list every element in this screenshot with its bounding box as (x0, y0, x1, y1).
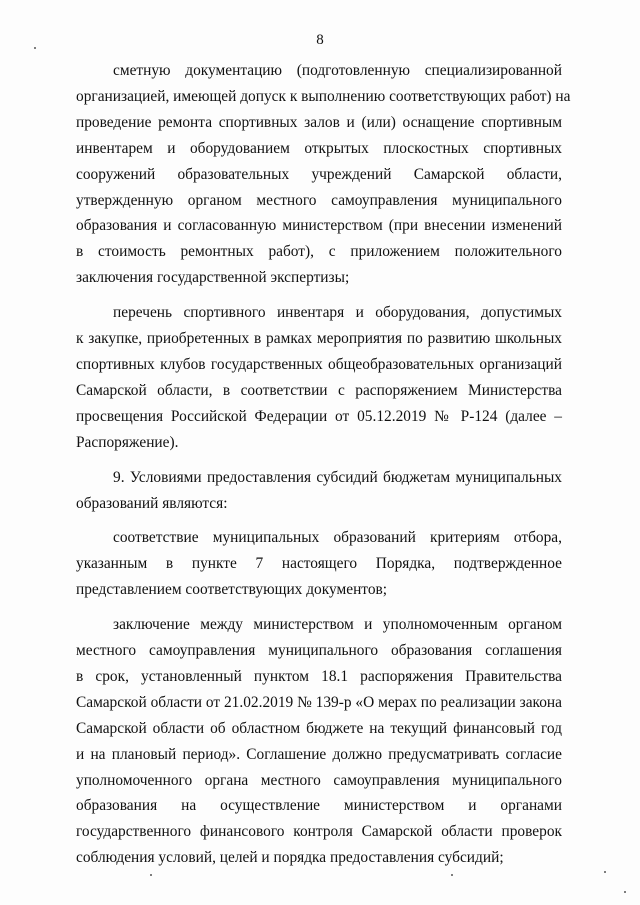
text-line: заключение между министерством и уполномоченным органом (113, 616, 562, 634)
text-line: государственного финансового контроля Самарской области проверок (76, 823, 562, 841)
text-line: инвентарем и оборудованием открытых плоскостных спортивных (76, 139, 562, 157)
page-number: 8 (316, 32, 324, 48)
text-line: и на плановый период». Соглашение должно предусматривать согласие (76, 745, 562, 763)
text-line: представлением соответствующих документов; (76, 581, 388, 599)
text-line: сооружений образовательных учреждений Самарской области, (76, 165, 562, 183)
text-line: перечень спортивного инвентаря и оборудования, допустимых (113, 304, 562, 322)
text-line: местного самоуправления муниципального образования соглашения (76, 642, 562, 660)
text-line: в стоимость ремонтных работ), с приложением положительного (76, 243, 562, 261)
scan-speck (150, 874, 152, 876)
text-line: Самарской области, в соответствии с распоряжением Министерства (76, 381, 562, 399)
text-line: образования на осуществление министерством и органами (76, 797, 562, 815)
text-line: проведение ремонта спортивных залов и (или) оснащение спортивным (76, 113, 562, 131)
text-line: указанным в пункте 7 настоящего Порядка, подтвержденное (76, 555, 562, 573)
text-line: просвещения Российской Федерации от 05.12.2019 № Р-124 (далее – (76, 407, 562, 425)
text-line: соблюдения условий, целей и порядка предоставления субсидий; (76, 849, 504, 867)
paragraph-conditions-heading (76, 465, 562, 517)
paragraph-estimate-documentation (76, 58, 571, 291)
text-line: к закупке, приобретенных в рамках мероприятия по развитию школьных (76, 330, 562, 348)
text-line: уполномоченного органа местного самоуправления муниципального (76, 771, 562, 789)
scan-speck (451, 874, 453, 876)
text-line: сметную документацию (подготовленную специализированной (113, 62, 562, 79)
text-line: спортивных клубов государственных общеобразовательных организаций (76, 355, 562, 373)
scan-speck (34, 47, 36, 49)
text-line: образования и согласованную министерством (при внесении изменений (76, 217, 562, 235)
text-line: 9. Условиями предоставления субсидий бюджетам муниципальных (113, 468, 562, 486)
text-line: Распоряжение). (76, 433, 179, 451)
text-line: образований являются: (76, 494, 228, 512)
text-line: организацией, имеющей допуск к выполнению соответствующих работ) на (76, 87, 571, 105)
text-line: заключения государственной экспертизы; (76, 269, 350, 287)
text-line: утвержденную органом местного самоуправления муниципального (76, 191, 562, 209)
text-line: в срок, установленный пунктом 18.1 распоряжения Правительства (76, 667, 562, 685)
text-line: Самарской области от 21.02.2019 № 139-р «О мерах по реализации закона (76, 693, 562, 711)
paragraph-equipment-list (76, 300, 562, 455)
paragraph-criteria-compliance (76, 525, 562, 603)
text-line: Самарской области об областном бюджете на текущий финансовый год (76, 719, 562, 737)
paragraph-agreement (76, 612, 562, 871)
document-body (76, 58, 571, 871)
scan-speck (624, 891, 626, 893)
scan-speck (604, 871, 606, 873)
text-line: соответствие муниципальных образований критериям отбора, (113, 529, 562, 547)
